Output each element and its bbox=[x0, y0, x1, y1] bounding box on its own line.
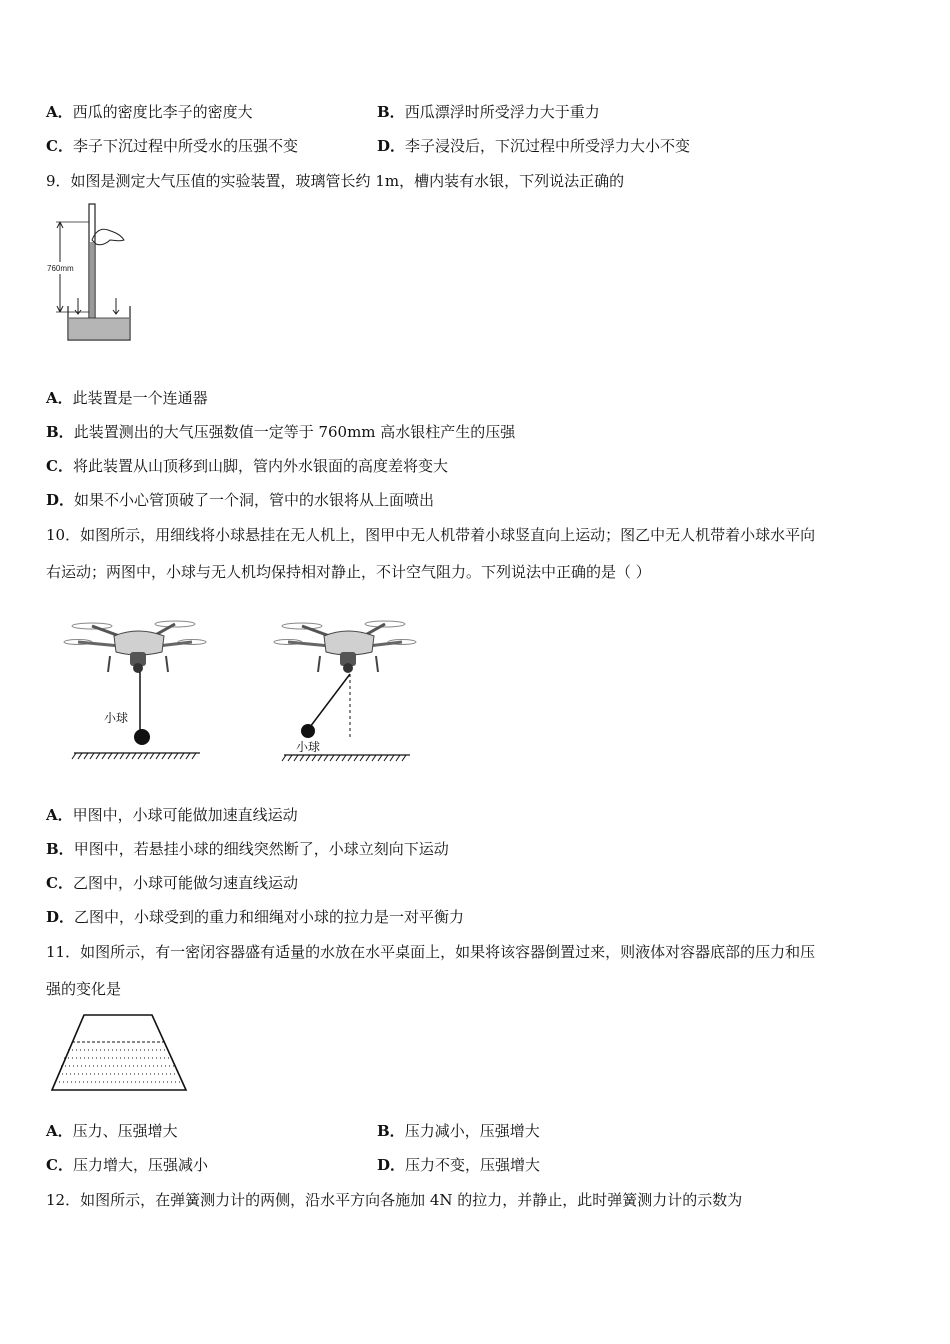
drone-figure-left bbox=[70, 612, 210, 772]
ball bbox=[134, 729, 150, 745]
q11-option-b bbox=[377, 1121, 540, 1141]
option-text: 压力减小，压强增大 bbox=[404, 1122, 540, 1140]
q10-option-d bbox=[46, 907, 464, 927]
drone-figure-right bbox=[280, 612, 420, 772]
q8-option-d bbox=[377, 136, 690, 156]
ball bbox=[301, 724, 315, 738]
q10-stem-line1: 10．如图所示，用细线将小球悬挂在无人机上，图甲中无人机带着小球竖直向上运动；图乙中无人机带着小球水平向 bbox=[46, 526, 816, 544]
option-letter: A． bbox=[46, 103, 73, 121]
trapezoid-container bbox=[52, 1015, 186, 1090]
option-text: 甲图中，小球可能做加速直线运动 bbox=[72, 806, 298, 824]
barometer-figure bbox=[44, 200, 134, 345]
drone-icon bbox=[64, 621, 206, 673]
hand-icon bbox=[92, 229, 124, 244]
string bbox=[310, 674, 350, 727]
q10-option-b bbox=[46, 839, 449, 859]
option-text: 压力、压强增大 bbox=[72, 1122, 178, 1140]
q9-option-d bbox=[46, 490, 434, 510]
q11-option-d bbox=[377, 1155, 540, 1175]
option-text: 将此装置从山顶移到山脚，管内外水银面的高度差将变大 bbox=[72, 457, 448, 475]
option-text: 李子浸没后，下沉过程中所受浮力大小不变 bbox=[405, 137, 691, 155]
option-text: 西瓜的密度比李子的密度大 bbox=[72, 103, 253, 121]
q10-stem-line2: 右运动；两图中，小球与无人机均保持相对静止，不计空气阻力。下列说法中正确的是（ ） bbox=[46, 563, 651, 581]
option-letter: C． bbox=[46, 874, 73, 892]
option-text: 李子下沉过程中所受水的压强不变 bbox=[72, 137, 298, 155]
drone-icon bbox=[274, 621, 416, 673]
option-letter: A． bbox=[46, 806, 73, 824]
option-text: 西瓜漂浮时所受浮力大于重力 bbox=[404, 103, 600, 121]
q8-option-c bbox=[46, 136, 298, 156]
q12-stem: 12．如图所示，在弹簧测力计的两侧，沿水平方向各施加 4N 的拉力，并静止，此时弹簧测力计的示数为 bbox=[46, 1191, 743, 1209]
option-letter: C． bbox=[46, 457, 73, 475]
q9-option-c bbox=[46, 456, 448, 476]
option-text: 压力增大，压强减小 bbox=[72, 1156, 208, 1174]
option-text: 压力不变，压强增大 bbox=[405, 1156, 541, 1174]
option-letter: C． bbox=[46, 1156, 73, 1174]
q9-option-b bbox=[46, 422, 515, 442]
q9-option-a bbox=[46, 388, 208, 408]
pressure-arrow-right-icon bbox=[113, 298, 119, 314]
option-letter: B． bbox=[377, 103, 405, 121]
q8-option-a bbox=[46, 102, 253, 122]
ground-hatch bbox=[72, 753, 196, 759]
q10-option-c bbox=[46, 873, 298, 893]
q10-option-a bbox=[46, 805, 298, 825]
q11-option-c bbox=[46, 1155, 208, 1175]
option-letter: C． bbox=[46, 137, 73, 155]
water-dots bbox=[55, 1050, 181, 1082]
option-letter: B． bbox=[377, 1122, 405, 1140]
option-text: 乙图中，小球可能做匀速直线运动 bbox=[72, 874, 298, 892]
option-letter: A． bbox=[46, 389, 73, 407]
q11-stem-line1: 11．如图所示，有一密闭容器盛有适量的水放在水平桌面上，如果将该容器倒置过来，则液体对容器底部的压力和压 bbox=[46, 943, 816, 961]
ball-label: 小球 bbox=[296, 740, 321, 754]
trough-mercury bbox=[69, 318, 129, 339]
option-text: 此装置测出的大气压强数值一定等于 760mm 高水银柱产生的压强 bbox=[73, 423, 516, 441]
option-letter: A． bbox=[46, 1122, 73, 1140]
ground-hatch bbox=[282, 755, 406, 761]
q8-option-b bbox=[377, 102, 600, 122]
option-letter: B． bbox=[46, 840, 74, 858]
container-figure bbox=[50, 1012, 190, 1094]
option-letter: D． bbox=[46, 908, 75, 926]
option-letter: B． bbox=[46, 423, 74, 441]
option-text: 甲图中，若悬挂小球的细线突然断了，小球立刻向下运动 bbox=[73, 840, 449, 858]
q9-stem: 9．如图是测定大气压值的实验装置，玻璃管长约 1m，槽内装有水银，下列说法正确的 bbox=[46, 172, 625, 190]
option-letter: D． bbox=[46, 491, 75, 509]
option-letter: D． bbox=[377, 137, 406, 155]
ball-label: 小球 bbox=[104, 711, 129, 725]
q11-stem-line2: 强的变化是 bbox=[46, 980, 122, 998]
dimension-label: 760mm bbox=[47, 264, 74, 273]
mercury-column bbox=[90, 242, 94, 322]
option-text: 乙图中，小球受到的重力和细绳对小球的拉力是一对平衡力 bbox=[74, 908, 465, 926]
pressure-arrow-left-icon bbox=[75, 298, 81, 314]
option-letter: D． bbox=[377, 1156, 406, 1174]
option-text: 此装置是一个连通器 bbox=[72, 389, 208, 407]
option-text: 如果不小心管顶破了一个洞，管中的水银将从上面喷出 bbox=[74, 491, 435, 509]
q11-option-a bbox=[46, 1121, 178, 1141]
